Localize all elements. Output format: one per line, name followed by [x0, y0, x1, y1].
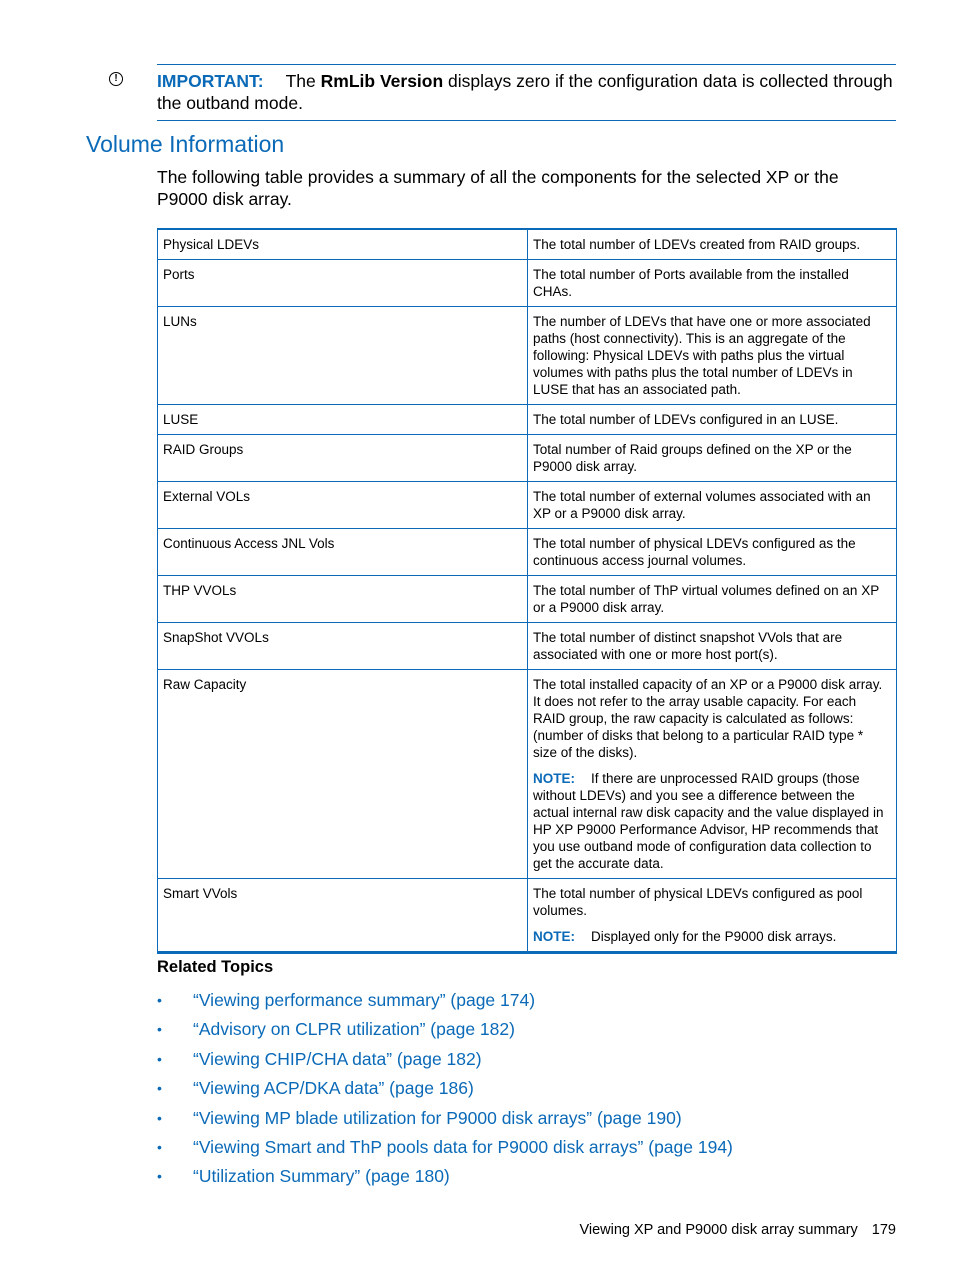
note: [533, 770, 890, 872]
component-description: [528, 260, 897, 307]
component-name: THP VVOLs: [158, 576, 528, 623]
list-item: [157, 1162, 897, 1191]
note: [533, 928, 890, 945]
table-row: [158, 623, 897, 670]
related-topic-link[interactable]: “Viewing Smart and ThP pools data for P9000 disk arrays” (page 194): [193, 1136, 733, 1157]
list-item: [157, 1133, 897, 1162]
description-text: The number of LDEVs that have one or more associated paths (host connectivity). This is an aggregate of the following: Physical LDEVs with paths plus the virtual volumes with paths plus the total number of LDEVs in LUSE that has an associated path.: [533, 314, 871, 397]
important-icon: !: [109, 72, 123, 86]
description-text: The total number of Ports available from the installed CHAs.: [533, 267, 849, 299]
bullet-icon: •: [157, 1138, 162, 1155]
related-topics-list: [157, 986, 897, 1192]
section-title: Volume Information: [86, 131, 285, 157]
table-row: [158, 260, 897, 307]
component-name: Raw Capacity: [158, 670, 528, 879]
important-callout: [157, 64, 896, 121]
component-description: [528, 529, 897, 576]
component-name: LUNs: [158, 307, 528, 405]
component-description: [528, 307, 897, 405]
table-row: [158, 879, 897, 953]
description-text: The total number of distinct snapshot VVols that are associated with one or more host port(s).: [533, 630, 843, 662]
note-text: Displayed only for the P9000 disk arrays.: [591, 929, 837, 944]
component-name: SnapShot VVOLs: [158, 623, 528, 670]
component-description: [528, 576, 897, 623]
table-row: [158, 670, 897, 879]
description-text: The total number of physical LDEVs configured as the continuous access journal volumes.: [533, 536, 856, 568]
component-name: Physical LDEVs: [158, 229, 528, 260]
note-label: NOTE:: [533, 771, 575, 786]
component-name: External VOLs: [158, 482, 528, 529]
table-row: [158, 307, 897, 405]
component-description: [528, 435, 897, 482]
note-text: If there are unprocessed RAID groups (those without LDEVs) and you see a difference between the actual internal raw disk capacity and the value displayed in HP XP P9000 Performance Advisor, HP recommends that you use outband mode of configuration data collection to get the accurate data.: [533, 771, 884, 871]
section-intro: The following table provides a summary of all the components for the selected XP or the P9000 disk array.: [157, 167, 839, 209]
description-text: Total number of Raid groups defined on the XP or the P9000 disk array.: [533, 442, 852, 474]
related-topic-link[interactable]: “Utilization Summary” (page 180): [193, 1166, 450, 1187]
related-topic-link[interactable]: “Viewing MP blade utilization for P9000 disk arrays” (page 190): [193, 1107, 682, 1128]
table-row: [158, 576, 897, 623]
component-description: [528, 670, 897, 879]
table-row: [158, 482, 897, 529]
description-text: The total number of ThP virtual volumes defined on an XP or a P9000 disk array.: [533, 583, 879, 615]
bullet-icon: •: [157, 1109, 162, 1126]
component-name: Smart VVols: [158, 879, 528, 953]
component-description: [528, 482, 897, 529]
important-text-after: displays zero if the configuration data is collected through the outband mode.: [157, 71, 893, 113]
table-row: [158, 229, 897, 260]
list-item: [157, 1015, 897, 1044]
related-topic-link[interactable]: “Viewing performance summary” (page 174): [193, 990, 536, 1010]
related-topic-link[interactable]: “Viewing CHIP/CHA data” (page 182): [193, 1048, 482, 1069]
bullet-icon: •: [157, 1050, 162, 1067]
component-name: Ports: [158, 260, 528, 307]
related-topics-title: Related Topics: [157, 958, 274, 976]
bullet-icon: •: [157, 1021, 162, 1038]
footer-chapter: Viewing XP and P9000 disk array summary: [579, 1222, 858, 1238]
related-topic-link[interactable]: “Advisory on CLPR utilization” (page 182): [193, 1019, 515, 1040]
page-number: 179: [871, 1222, 896, 1238]
description-text: The total number of LDEVs configured in an LUSE.: [533, 412, 839, 427]
important-label: IMPORTANT:: [157, 71, 264, 91]
page-footer: [579, 1222, 896, 1238]
related-topic-link[interactable]: “Viewing ACP/DKA data” (page 186): [193, 1078, 474, 1099]
description-text: The total number of physical LDEVs configured as pool volumes.: [533, 886, 863, 918]
volume-info-table: [157, 228, 897, 954]
component-name: LUSE: [158, 405, 528, 435]
table-row: [158, 529, 897, 576]
component-name: Continuous Access JNL Vols: [158, 529, 528, 576]
description-text: The total number of LDEVs created from RAID groups.: [533, 237, 861, 252]
component-description: [528, 623, 897, 670]
component-name: RAID Groups: [158, 435, 528, 482]
description-text: The total number of external volumes associated with an XP or a P9000 disk array.: [533, 489, 871, 521]
description-text: The total installed capacity of an XP or a P9000 disk array. It does not refer to the array usable capacity. For each RAID group, the raw capacity is calculated as follows: (number of disks that belong to a particular RAID type * size of the disks).: [533, 677, 883, 760]
list-item: [157, 1074, 897, 1103]
list-item: [157, 1104, 897, 1133]
list-item: [157, 1045, 897, 1074]
component-description: [528, 229, 897, 260]
bullet-icon: •: [157, 1168, 162, 1185]
table-row: [158, 435, 897, 482]
list-item: [157, 986, 897, 1015]
note-label: NOTE:: [533, 929, 575, 944]
component-description: [528, 405, 897, 435]
important-text-before: The: [285, 71, 321, 91]
table-row: [158, 405, 897, 435]
bullet-icon: •: [157, 1080, 162, 1097]
important-strong: RmLib Version: [320, 71, 444, 91]
component-description: [528, 879, 897, 953]
bullet-icon: •: [157, 992, 162, 1008]
